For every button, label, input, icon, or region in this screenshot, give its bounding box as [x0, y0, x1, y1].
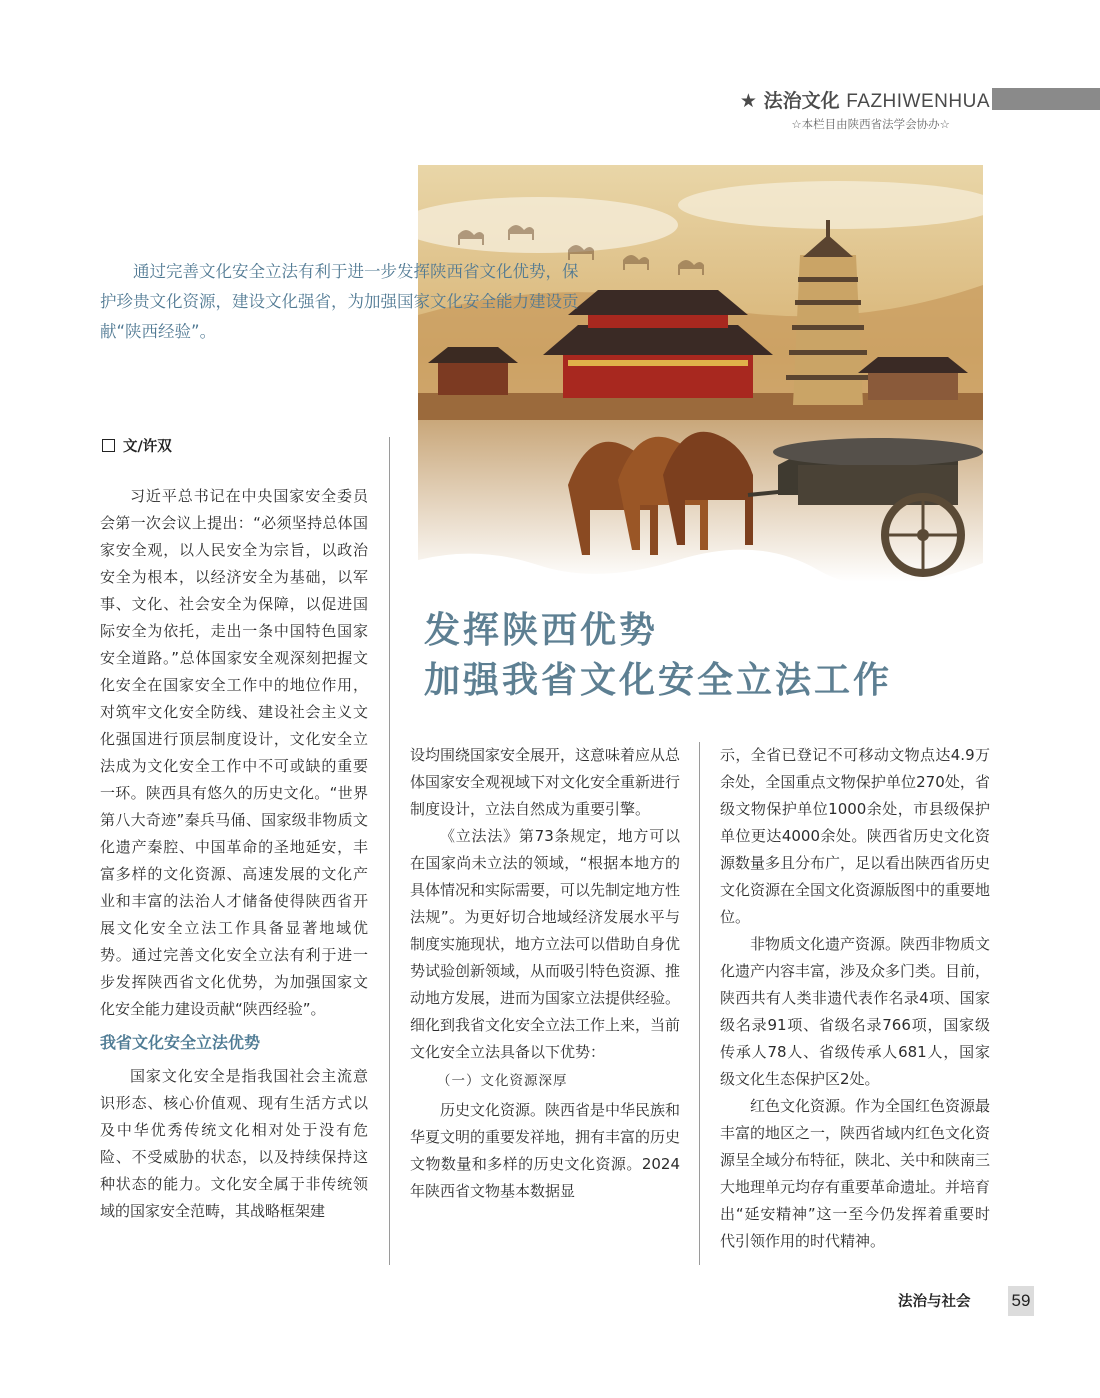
paragraph: 设均围绕国家安全展开，这意味着应从总体国家安全观视域下对文化安全重新进行制度设计，立法自然成为重要引擎。	[410, 746, 681, 818]
article-title	[424, 606, 1064, 706]
header-bar	[992, 88, 1100, 110]
hero-illustration	[418, 165, 983, 582]
column-divider-1	[389, 437, 390, 1265]
pull-quote	[100, 257, 584, 347]
paragraph: 《立法法》第73条规定，地方可以在国家尚未立法的领域，“根据本地方的具体情况和实际需要，可以先制定地方性法规”。为更好切合地域经济发展水平与制度实施现状，地方立法可以借助自身优势试验创新领域，从而吸引特色资源、推动地方发展，进而为国家立法提供经验。细化到我省文化安全立法工作上来，当前文化安全立法具备以下优势：	[410, 827, 681, 1061]
byline-author: 文/许双	[123, 439, 172, 455]
article-title-line-2: 加强我省文化安全立法工作	[424, 660, 893, 701]
subsection-heading: （一）文化资源深厚	[437, 1073, 568, 1089]
text-column-1	[100, 483, 368, 1225]
section-heading: 我省文化安全立法优势	[100, 1033, 261, 1052]
square-outline-icon	[102, 439, 115, 452]
page-number: 59	[1008, 1286, 1034, 1316]
paragraph: 示，全省已登记不可移动文物点达4.9万余处，全国重点文物保护单位270处，省级文物保护单位1000余处，市县级保护单位更达4000余处。陕西省历史文化资源数量多且分布广，足以看出陕西省历史文化资源在全国文化资源版图中的重要地位。	[720, 746, 991, 926]
column-divider-2	[699, 742, 700, 1265]
paragraph: 非物质文化遗产资源。陕西非物质文化遗产内容丰富，涉及众多门类。目前，陕西共有人类非遗代表作名录4项、国家级名录91项、省级名录766项，国家级传承人78人、省级传承人681人，国家级文化生态保护区2处。	[720, 935, 991, 1088]
pull-quote-text: 通过完善文化安全立法有利于进一步发挥陕西省文化优势，保护珍贵文化资源，建设文化强省，为加强国家文化安全能力建设贡献“陕西经验”。	[100, 262, 579, 341]
magazine-name: 法治与社会	[898, 1294, 971, 1310]
star-icon: ★	[739, 90, 757, 112]
paragraph: 国家文化安全是指我国社会主流意识形态、核心价值观、现有生活方式以及中华优秀传统文化相对处于没有危险、不受威胁的状态，以及持续保持这种状态的能力。文化安全属于非传统领域的国家安全范畴，其战略框架建	[100, 1067, 368, 1220]
paragraph: 习近平总书记在中央国家安全委员会第一次会议上提出：“必须坚持总体国家安全观，以人民安全为宗旨，以政治安全为根本，以经济安全为基础，以军事、文化、社会安全为保障，以促进国际安全为依托，走出一条中国特色国家安全道路。”总体国家安全观深刻把握文化安全在国家安全工作中的地位作用，对筑牢文化安全防线、建设社会主义文化强国进行顶层制度设计，文化安全立法成为文化安全工作中不可或缺的重要一环。陕西具有悠久的历史文化。“世界第八大奇迹”秦兵马俑、国家级非物质文化遗产秦腔、中国革命的圣地延安，丰富多样的文化资源、高速发展的文化产业和丰富的法治人才储备使得陕西省开展文化安全立法工作具备显著地域优势。通过完善文化安全立法有利于进一步发挥陕西省文化优势，为加强国家文化安全能力建设贡献“陕西经验”。	[100, 487, 368, 1018]
text-column-2	[410, 742, 680, 1205]
paragraph: 红色文化资源。作为全国红色资源最丰富的地区之一，陕西省域内红色文化资源呈全域分布特征，陕北、关中和陕南三大地理单元均存有重要革命遗址。并培育出“延安精神”这一至今仍发挥着重要时代引领作用的时代精神。	[720, 1097, 991, 1250]
column-name-en: FAZHIWENHUA	[846, 91, 990, 112]
column-header	[720, 86, 990, 114]
column-name-cn: 法治文化	[763, 90, 840, 112]
byline	[102, 435, 172, 456]
text-column-3	[720, 742, 990, 1255]
paragraph: 历史文化资源。陕西省是中华民族和华夏文明的重要发祥地，拥有丰富的历史文物数量和多样的历史文化资源。2024年陕西省文物基本数据显	[410, 1101, 681, 1200]
article-title-line-1: 发挥陕西优势	[424, 610, 659, 651]
column-sponsor: ☆本栏目由陕西省法学会协办☆	[791, 117, 950, 131]
